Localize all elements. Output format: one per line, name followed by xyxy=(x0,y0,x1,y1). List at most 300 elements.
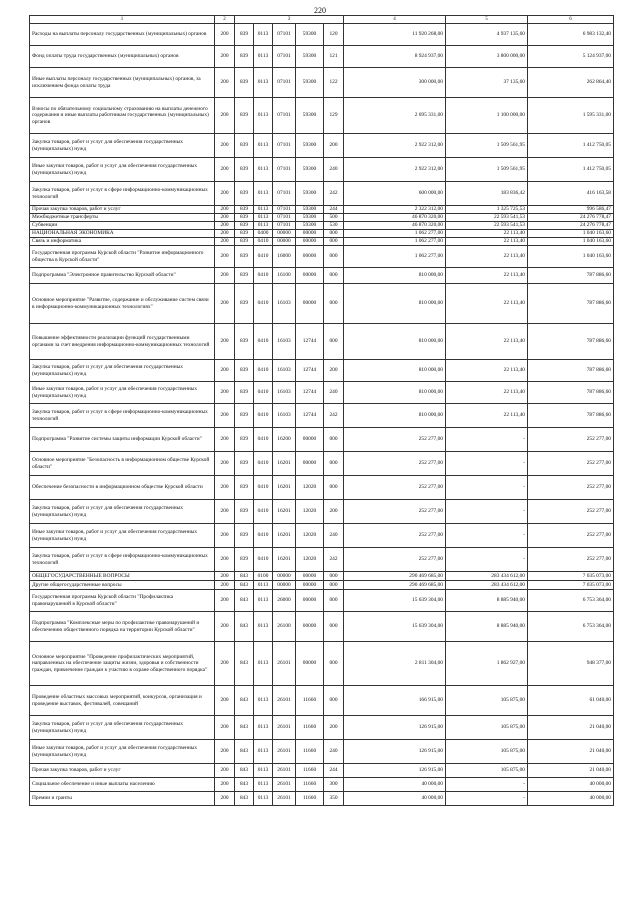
expense-type-code: 200 xyxy=(324,134,344,158)
amount-remaining: 787 886,60 xyxy=(528,360,614,382)
program-code: 07101 xyxy=(273,222,296,230)
amount-executed: - xyxy=(446,524,528,548)
program-code: 26101 xyxy=(273,764,296,778)
amount-remaining: 1 412 750,05 xyxy=(528,134,614,158)
program-code: 16201 xyxy=(273,524,296,548)
program-code: 26101 xyxy=(273,792,296,806)
admin-code: 843 xyxy=(235,572,254,581)
header-col-2: 2 xyxy=(215,16,235,24)
program-code: 16201 xyxy=(273,548,296,572)
program-code: 16201 xyxy=(273,452,296,476)
direction-code: 59300 xyxy=(296,182,324,206)
section-code: 0410 xyxy=(254,246,273,268)
amount-remaining: 1 040 163,60 xyxy=(528,246,614,268)
expense-type-code: 200 xyxy=(324,716,344,740)
amount-remaining: 996 586,47 xyxy=(528,206,614,214)
row-name: Подпрограмма "Комплексные меры по профилактике правонарушений и обеспечению общественного порядка на территории Курской области" xyxy=(30,612,215,642)
table-row xyxy=(30,182,614,206)
admin-code: 843 xyxy=(235,612,254,642)
table-row xyxy=(30,404,614,428)
gr-code: 200 xyxy=(215,716,235,740)
admin-code: 839 xyxy=(235,24,254,46)
gr-code: 200 xyxy=(215,134,235,158)
section-code: 0113 xyxy=(254,98,273,134)
amount-approved: 252 277,00 xyxy=(344,524,446,548)
row-name: Взносы по обязательному социальному страхованию на выплаты денежного содержания и иные выплаты работникам государственных (муниципальных) органов xyxy=(30,98,215,134)
section-code: 0113 xyxy=(254,581,273,590)
amount-approved: 2 922 312,00 xyxy=(344,158,446,182)
amount-remaining: 252 277,00 xyxy=(528,452,614,476)
row-name: Иные выплаты персоналу государственных (муниципальных) органов, за исключением фонда оплаты труда xyxy=(30,68,215,98)
direction-code: 11660 xyxy=(296,778,324,792)
amount-executed: 22 113,40 xyxy=(446,324,528,360)
expense-type-code: 000 xyxy=(324,581,344,590)
gr-code: 200 xyxy=(215,524,235,548)
direction-code: 59300 xyxy=(296,134,324,158)
amount-approved: 810 000,00 xyxy=(344,324,446,360)
section-code: 0410 xyxy=(254,382,273,404)
amount-approved: 11 920 268,00 xyxy=(344,24,446,46)
direction-code: 59300 xyxy=(296,214,324,222)
amount-executed: - xyxy=(446,476,528,500)
direction-code: 11660 xyxy=(296,764,324,778)
program-code: 16000 xyxy=(273,246,296,268)
section-code: 0410 xyxy=(254,452,273,476)
direction-code: 12744 xyxy=(296,324,324,360)
section-code: 0410 xyxy=(254,324,273,360)
expense-type-code: 240 xyxy=(324,382,344,404)
amount-approved: 252 277,00 xyxy=(344,548,446,572)
direction-code: 00000 xyxy=(296,268,324,284)
admin-code: 843 xyxy=(235,778,254,792)
amount-executed: 22 113,40 xyxy=(446,238,528,246)
section-code: 0113 xyxy=(254,716,273,740)
table-row xyxy=(30,222,614,230)
direction-code: 12020 xyxy=(296,524,324,548)
amount-approved: 2 811 304,00 xyxy=(344,642,446,686)
amount-executed: 22 593 541,53 xyxy=(446,222,528,230)
amount-executed: 105 875,00 xyxy=(446,740,528,764)
gr-code: 200 xyxy=(215,158,235,182)
amount-approved: 810 000,00 xyxy=(344,360,446,382)
program-code: 07101 xyxy=(273,98,296,134)
expense-type-code: 000 xyxy=(324,572,344,581)
direction-code: 59300 xyxy=(296,222,324,230)
gr-code: 200 xyxy=(215,500,235,524)
admin-code: 839 xyxy=(235,382,254,404)
expense-type-code: 242 xyxy=(324,404,344,428)
amount-remaining: 24 276 778,47 xyxy=(528,222,614,230)
direction-code: 00000 xyxy=(296,590,324,612)
table-row xyxy=(30,500,614,524)
amount-remaining: 252 277,00 xyxy=(528,428,614,452)
gr-code: 200 xyxy=(215,98,235,134)
direction-code: 11660 xyxy=(296,740,324,764)
expense-type-code: 240 xyxy=(324,740,344,764)
amount-approved: 252 277,00 xyxy=(344,500,446,524)
expense-type-code: 000 xyxy=(324,238,344,246)
section-code: 0113 xyxy=(254,612,273,642)
table-row xyxy=(30,24,614,46)
program-code: 26101 xyxy=(273,642,296,686)
program-code: 07101 xyxy=(273,46,296,68)
amount-executed: 22 113,40 xyxy=(446,382,528,404)
amount-executed: 1 509 561,95 xyxy=(446,158,528,182)
row-name: Проведение областных массовых мероприятий, конкурсов, организация и проведение выставок, фестивалей, совещаний xyxy=(30,686,215,716)
gr-code: 200 xyxy=(215,452,235,476)
amount-remaining: 21 040,00 xyxy=(528,764,614,778)
table-row xyxy=(30,98,614,134)
amount-executed: - xyxy=(446,778,528,792)
direction-code: 00000 xyxy=(296,452,324,476)
table-row xyxy=(30,612,614,642)
section-code: 0410 xyxy=(254,238,273,246)
admin-code: 843 xyxy=(235,792,254,806)
section-code: 0113 xyxy=(254,792,273,806)
admin-code: 839 xyxy=(235,222,254,230)
admin-code: 839 xyxy=(235,284,254,324)
gr-code: 200 xyxy=(215,214,235,222)
direction-code: 12020 xyxy=(296,548,324,572)
row-name: Расходы на выплаты персоналу государственных (муниципальных) органов xyxy=(30,24,215,46)
admin-code: 839 xyxy=(235,524,254,548)
program-code: 07101 xyxy=(273,68,296,98)
expense-type-code: 240 xyxy=(324,524,344,548)
direction-code: 12020 xyxy=(296,500,324,524)
row-name: Государственная программа Курской области "Развитие информационного общества в Курской области" xyxy=(30,246,215,268)
header-col-5: 5 xyxy=(446,16,528,24)
section-code: 0410 xyxy=(254,360,273,382)
table-row xyxy=(30,572,614,581)
amount-approved: 600 000,00 xyxy=(344,182,446,206)
table-row xyxy=(30,548,614,572)
row-name: Фонд оплаты труда государственных (муниципальных) органов xyxy=(30,46,215,68)
amount-approved: 1 062 277,00 xyxy=(344,246,446,268)
amount-executed: 1 100 000,00 xyxy=(446,98,528,134)
row-name: Другие общегосударственные вопросы xyxy=(30,581,215,590)
amount-remaining: 40 000,00 xyxy=(528,792,614,806)
header-col-4: 4 xyxy=(344,16,446,24)
table-row xyxy=(30,764,614,778)
gr-code: 200 xyxy=(215,778,235,792)
row-name: Закупка товаров, работ и услуг для обеспечения государственных (муниципальных) нужд xyxy=(30,716,215,740)
direction-code: 00000 xyxy=(296,230,324,238)
table-row xyxy=(30,428,614,452)
amount-remaining: 252 277,00 xyxy=(528,476,614,500)
section-code: 0113 xyxy=(254,590,273,612)
program-code: 00000 xyxy=(273,572,296,581)
section-code: 0410 xyxy=(254,404,273,428)
row-name: Связь и информатика xyxy=(30,238,215,246)
amount-remaining: 6 753 364,00 xyxy=(528,612,614,642)
expense-type-code: 000 xyxy=(324,324,344,360)
expense-type-code: 000 xyxy=(324,230,344,238)
table-row xyxy=(30,214,614,222)
amount-remaining: 40 000,00 xyxy=(528,778,614,792)
amount-approved: 15 639 304,00 xyxy=(344,612,446,642)
amount-approved: 40 000,00 xyxy=(344,792,446,806)
gr-code: 200 xyxy=(215,686,235,716)
section-code: 0113 xyxy=(254,68,273,98)
program-code: 07101 xyxy=(273,206,296,214)
amount-remaining: 21 040,00 xyxy=(528,740,614,764)
direction-code: 11660 xyxy=(296,792,324,806)
table-row xyxy=(30,206,614,214)
program-code: 16103 xyxy=(273,284,296,324)
amount-approved: 2 695 331,00 xyxy=(344,98,446,134)
amount-executed: 22 113,40 xyxy=(446,360,528,382)
amount-approved: 1 062 277,00 xyxy=(344,238,446,246)
admin-code: 839 xyxy=(235,98,254,134)
direction-code: 12744 xyxy=(296,360,324,382)
amount-approved: 126 915,00 xyxy=(344,764,446,778)
gr-code: 200 xyxy=(215,792,235,806)
amount-remaining: 252 277,00 xyxy=(528,548,614,572)
program-code: 16100 xyxy=(273,268,296,284)
section-code: 0113 xyxy=(254,778,273,792)
admin-code: 839 xyxy=(235,158,254,182)
section-code: 0113 xyxy=(254,24,273,46)
table-row xyxy=(30,360,614,382)
section-code: 0113 xyxy=(254,740,273,764)
table-row xyxy=(30,46,614,68)
admin-code: 839 xyxy=(235,476,254,500)
amount-executed: 1 509 561,95 xyxy=(446,134,528,158)
table-row xyxy=(30,452,614,476)
table-row xyxy=(30,68,614,98)
row-name: Прочая закупка товаров, работ и услуг xyxy=(30,764,215,778)
amount-approved: 2 322 312,00 xyxy=(344,206,446,214)
expense-type-code: 244 xyxy=(324,206,344,214)
program-code: 26101 xyxy=(273,740,296,764)
program-code: 16200 xyxy=(273,428,296,452)
admin-code: 839 xyxy=(235,324,254,360)
direction-code: 12020 xyxy=(296,476,324,500)
row-name: Прочая закупка товаров, работ и услуг xyxy=(30,206,215,214)
gr-code: 200 xyxy=(215,581,235,590)
section-code: 0400 xyxy=(254,230,273,238)
table-row xyxy=(30,246,614,268)
program-code: 16201 xyxy=(273,500,296,524)
table-row xyxy=(30,642,614,686)
direction-code: 59300 xyxy=(296,24,324,46)
amount-remaining: 252 277,00 xyxy=(528,500,614,524)
expense-type-code: 000 xyxy=(324,686,344,716)
amount-approved: 126 915,00 xyxy=(344,740,446,764)
amount-remaining: 252 277,00 xyxy=(528,524,614,548)
admin-code: 839 xyxy=(235,500,254,524)
expense-type-code: 000 xyxy=(324,642,344,686)
admin-code: 839 xyxy=(235,134,254,158)
table-row xyxy=(30,158,614,182)
amount-executed: 105 875,00 xyxy=(446,686,528,716)
expense-type-code: 244 xyxy=(324,764,344,778)
amount-executed: 8 885 940,00 xyxy=(446,590,528,612)
gr-code: 200 xyxy=(215,590,235,612)
amount-executed: 1 862 927,00 xyxy=(446,642,528,686)
header-row xyxy=(30,16,614,24)
amount-remaining: 5 124 937,00 xyxy=(528,46,614,68)
expense-type-code: 500 xyxy=(324,214,344,222)
expense-type-code: 121 xyxy=(324,46,344,68)
direction-code: 59300 xyxy=(296,46,324,68)
row-name: Закупка товаров, работ и услуг для обеспечения государственных (муниципальных) нужд xyxy=(30,360,215,382)
gr-code: 200 xyxy=(215,764,235,778)
expense-type-code: 242 xyxy=(324,182,344,206)
header-col-6: 6 xyxy=(528,16,614,24)
amount-approved: 252 277,00 xyxy=(344,428,446,452)
direction-code: 59300 xyxy=(296,158,324,182)
direction-code: 59300 xyxy=(296,68,324,98)
expense-type-code: 122 xyxy=(324,68,344,98)
amount-remaining: 7 035 073,00 xyxy=(528,581,614,590)
gr-code: 200 xyxy=(215,68,235,98)
amount-approved: 252 277,00 xyxy=(344,452,446,476)
row-name: Иные закупки товаров, работ и услуг для обеспечения государственных (муниципальных) нужд xyxy=(30,524,215,548)
admin-code: 839 xyxy=(235,230,254,238)
program-code: 26101 xyxy=(273,686,296,716)
section-code: 0410 xyxy=(254,428,273,452)
program-code: 00000 xyxy=(273,230,296,238)
row-name: Основное мероприятие "Безопасность в информационном обществе Курской области" xyxy=(30,452,215,476)
expense-type-code: 120 xyxy=(324,24,344,46)
amount-approved: 15 639 304,00 xyxy=(344,590,446,612)
amount-approved: 810 000,00 xyxy=(344,382,446,404)
amount-executed: 283 434 612,00 xyxy=(446,572,528,581)
section-code: 0113 xyxy=(254,642,273,686)
amount-executed: 22 113,40 xyxy=(446,404,528,428)
program-code: 26101 xyxy=(273,778,296,792)
amount-executed: 37 135,60 xyxy=(446,68,528,98)
amount-approved: 126 915,00 xyxy=(344,716,446,740)
gr-code: 200 xyxy=(215,222,235,230)
amount-executed: 3 800 000,00 xyxy=(446,46,528,68)
program-code: 00000 xyxy=(273,581,296,590)
admin-code: 839 xyxy=(235,548,254,572)
table-row xyxy=(30,581,614,590)
amount-remaining: 787 886,60 xyxy=(528,404,614,428)
gr-code: 200 xyxy=(215,642,235,686)
amount-executed: 22 113,40 xyxy=(446,268,528,284)
table-row xyxy=(30,686,614,716)
row-name: Обеспечение безопасности в информационном обществе Курской области xyxy=(30,476,215,500)
program-code: 07101 xyxy=(273,158,296,182)
section-code: 0410 xyxy=(254,524,273,548)
amount-remaining: 1 595 331,00 xyxy=(528,98,614,134)
direction-code: 11660 xyxy=(296,686,324,716)
row-name: Иные закупки товаров, работ и услуг для обеспечения государственных (муниципальных) нужд xyxy=(30,740,215,764)
amount-approved: 46 870 320,00 xyxy=(344,214,446,222)
expense-type-code: 530 xyxy=(324,222,344,230)
section-code: 0113 xyxy=(254,206,273,214)
table-row xyxy=(30,238,614,246)
amount-remaining: 787 886,60 xyxy=(528,382,614,404)
table-row xyxy=(30,284,614,324)
admin-code: 843 xyxy=(235,716,254,740)
amount-executed: - xyxy=(446,452,528,476)
table-row xyxy=(30,324,614,360)
program-code: 00000 xyxy=(273,238,296,246)
gr-code: 200 xyxy=(215,382,235,404)
section-code: 0113 xyxy=(254,182,273,206)
section-code: 0410 xyxy=(254,268,273,284)
admin-code: 839 xyxy=(235,68,254,98)
program-code: 16103 xyxy=(273,382,296,404)
direction-code: 00000 xyxy=(296,642,324,686)
amount-executed: 22 113,40 xyxy=(446,246,528,268)
expense-type-code: 350 xyxy=(324,792,344,806)
row-name: Субвенции xyxy=(30,222,215,230)
gr-code: 200 xyxy=(215,238,235,246)
section-code: 0410 xyxy=(254,548,273,572)
gr-code: 200 xyxy=(215,24,235,46)
amount-executed: 8 885 940,00 xyxy=(446,612,528,642)
amount-approved: 8 924 937,00 xyxy=(344,46,446,68)
gr-code: 200 xyxy=(215,612,235,642)
amount-executed: 283 434 612,00 xyxy=(446,581,528,590)
direction-code: 59300 xyxy=(296,98,324,134)
program-code: 16103 xyxy=(273,324,296,360)
program-code: 26100 xyxy=(273,612,296,642)
amount-executed: 1 325 725,53 xyxy=(446,206,528,214)
expense-type-code: 000 xyxy=(324,246,344,268)
table-row xyxy=(30,590,614,612)
program-code: 07101 xyxy=(273,214,296,222)
amount-executed: - xyxy=(446,500,528,524)
gr-code: 200 xyxy=(215,182,235,206)
admin-code: 839 xyxy=(235,452,254,476)
section-code: 0410 xyxy=(254,500,273,524)
direction-code: 12744 xyxy=(296,404,324,428)
section-code: 0113 xyxy=(254,686,273,716)
amount-approved: 810 000,00 xyxy=(344,404,446,428)
amount-executed: 105 875,00 xyxy=(446,716,528,740)
row-name: Закупка товаров, работ и услуг в сфере информационно-коммуникационных технологий xyxy=(30,404,215,428)
amount-executed: 105 875,00 xyxy=(446,764,528,778)
section-code: 0113 xyxy=(254,214,273,222)
amount-approved: 300 000,00 xyxy=(344,68,446,98)
amount-remaining: 948 377,00 xyxy=(528,642,614,686)
table-row xyxy=(30,268,614,284)
amount-executed: - xyxy=(446,792,528,806)
row-name: Закупка товаров, работ и услуг в сфере информационно-коммуникационных технологий xyxy=(30,182,215,206)
amount-executed: 22 593 541,53 xyxy=(446,214,528,222)
admin-code: 843 xyxy=(235,764,254,778)
expense-type-code: 129 xyxy=(324,98,344,134)
gr-code: 200 xyxy=(215,428,235,452)
amount-remaining: 6 753 364,00 xyxy=(528,590,614,612)
row-name: Государственная программа Курской области "Профилактика правонарушений в Курской области" xyxy=(30,590,215,612)
amount-remaining: 1 040 163,60 xyxy=(528,230,614,238)
amount-remaining: 24 276 778,47 xyxy=(528,214,614,222)
program-code: 07101 xyxy=(273,24,296,46)
amount-executed: - xyxy=(446,428,528,452)
row-name: Повышение эффективности реализации функций государственными органами за счет внедрения информационно-коммуникационных технологий xyxy=(30,324,215,360)
row-name: Подпрограмма "Электронное правительство Курской области" xyxy=(30,268,215,284)
gr-code: 200 xyxy=(215,740,235,764)
amount-remaining: 1 412 750,05 xyxy=(528,158,614,182)
expense-type-code: 000 xyxy=(324,590,344,612)
gr-code: 200 xyxy=(215,572,235,581)
row-name: Иные закупки товаров, работ и услуг для обеспечения государственных (муниципальных) нужд xyxy=(30,382,215,404)
amount-remaining: 7 035 073,00 xyxy=(528,572,614,581)
table-row xyxy=(30,476,614,500)
program-code: 16201 xyxy=(273,476,296,500)
amount-approved: 1 062 277,00 xyxy=(344,230,446,238)
row-name: Закупка товаров, работ и услуг для обеспечения государственных (муниципальных) нужд xyxy=(30,500,215,524)
direction-code: 00000 xyxy=(296,246,324,268)
admin-code: 843 xyxy=(235,642,254,686)
